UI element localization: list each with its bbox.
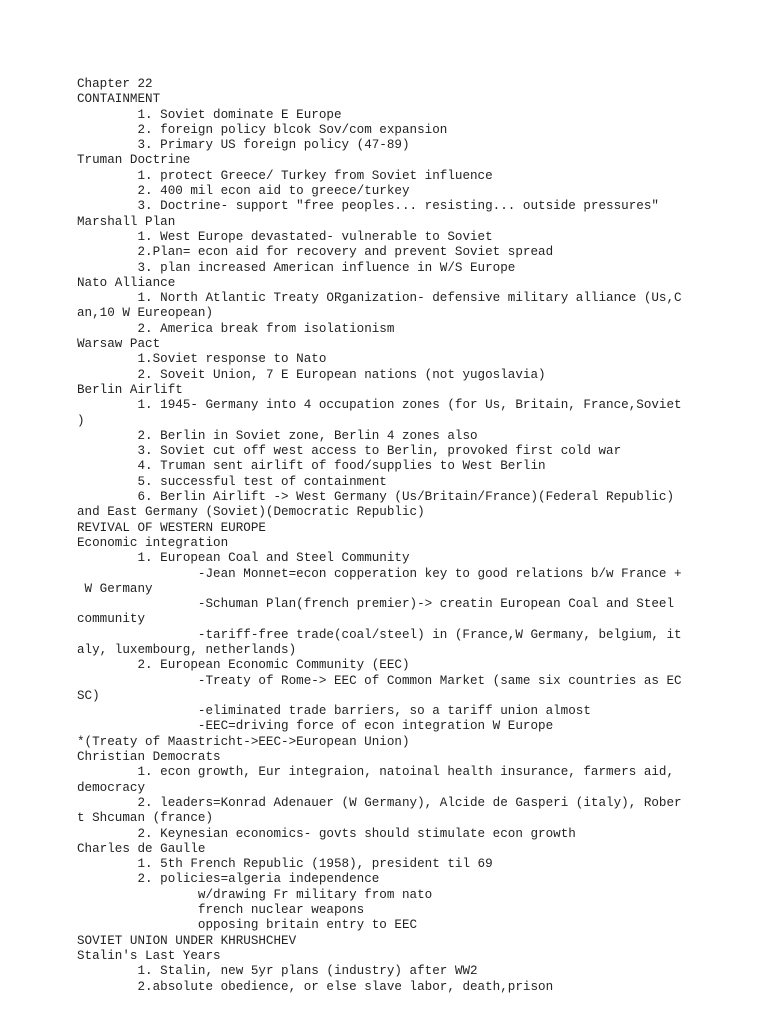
text-line: 2. leaders=Konrad Adenauer (W Germany), Alcide de Gasperi (italy), Rober	[77, 795, 682, 810]
text-line: 2. policies=algeria independence	[77, 872, 380, 887]
text-line: 6. Berlin Airlift -> West Germany (Us/Britain/France)(Federal Republic)	[77, 490, 675, 505]
text-line: 2. Soveit Union, 7 E European nations (not yugoslavia)	[77, 367, 546, 382]
text-line: 2. European Economic Community (EEC)	[77, 658, 410, 673]
text-line: SC)	[77, 688, 100, 703]
text-line: 2. foreign policy blcok Sov/com expansion	[77, 122, 448, 137]
text-line: W Germany	[77, 581, 153, 596]
text-line: 2. America break from isolationism	[77, 321, 395, 336]
text-line: democracy	[77, 780, 146, 795]
text-line: Truman Doctrine	[77, 153, 191, 168]
text-line: 1. Stalin, new 5yr plans (industry) after WW2	[77, 964, 478, 979]
text-line: 2. Keynesian economics- govts should stimulate econ growth	[77, 826, 576, 841]
text-line: 1. Soviet dominate E Europe	[77, 107, 342, 122]
text-line: Chapter 22	[77, 77, 153, 91]
text-line: opposing britain entry to EEC	[77, 918, 418, 933]
text-line: an,10 W Eureopean)	[77, 306, 214, 321]
text-line: -EEC=driving force of econ integration W Europe	[77, 719, 554, 734]
text-line: Marshall Plan	[77, 214, 176, 229]
text-line: Christian Democrats	[77, 750, 221, 765]
text-line: -tariff-free trade(coal/steel) in (France,W Germany, belgium, it	[77, 627, 682, 642]
text-line: 1. 5th French Republic (1958), president til 69	[77, 857, 493, 872]
text-line: CONTAINMENT	[77, 92, 161, 107]
text-line: community	[77, 612, 146, 627]
text-line: w/drawing Fr military from nato	[77, 887, 433, 902]
text-line: -Treaty of Rome-> EEC of Common Market (same six countries as EC	[77, 673, 682, 688]
text-line: Warsaw Pact	[77, 337, 161, 352]
text-line: Economic integration	[77, 535, 229, 550]
text-line: french nuclear weapons	[77, 903, 365, 918]
text-line: 3. Soviet cut off west access to Berlin, provoked first cold war	[77, 444, 622, 459]
text-line: -Jean Monnet=econ copperation key to good relations b/w France +	[77, 566, 682, 581]
text-line: -eliminated trade barriers, so a tariff union almost	[77, 704, 591, 719]
text-line: Berlin Airlift	[77, 382, 183, 397]
text-line: *(Treaty of Maastricht->EEC->European Union)	[77, 734, 410, 749]
text-line: 1. econ growth, Eur integraion, natoinal health insurance, farmers aid,	[77, 765, 675, 780]
text-line: 1.Soviet response to Nato	[77, 352, 327, 367]
text-line: Charles de Gaulle	[77, 841, 206, 856]
text-line: 1. North Atlantic Treaty ORganization- defensive military alliance (Us,C	[77, 291, 682, 306]
text-line: t Shcuman (france)	[77, 811, 214, 826]
text-line: Nato Alliance	[77, 275, 176, 290]
text-line: 1. European Coal and Steel Community	[77, 551, 410, 566]
text-line: 5. successful test of containment	[77, 474, 387, 489]
text-line: 2.absolute obedience, or else slave labor, death,prison	[77, 979, 554, 994]
text-line: SOVIET UNION UNDER KHRUSHCHEV	[77, 933, 297, 948]
text-line: 2. 400 mil econ aid to greece/turkey	[77, 184, 410, 199]
text-line: 3. Doctrine- support "free peoples... resisting... outside pressures"	[77, 199, 659, 214]
text-line: 2.Plan= econ aid for recovery and prevent Soviet spread	[77, 245, 554, 260]
text-line: -Schuman Plan(french premier)-> creatin European Coal and Steel	[77, 597, 675, 612]
text-line: Stalin's Last Years	[77, 948, 221, 963]
text-line: and East Germany (Soviet)(Democratic Republic)	[77, 505, 425, 520]
text-line: 2. Berlin in Soviet zone, Berlin 4 zones also	[77, 428, 478, 443]
document-page	[77, 77, 757, 995]
text-line: 3. plan increased American influence in W/S Europe	[77, 260, 516, 275]
text-line: 1. protect Greece/ Turkey from Soviet influence	[77, 168, 493, 183]
text-line: 4. Truman sent airlift of food/supplies to West Berlin	[77, 459, 546, 474]
text-line: aly, luxembourg, netherlands)	[77, 642, 297, 657]
text-line: 1. West Europe devastated- vulnerable to Soviet	[77, 229, 493, 244]
text-line: )	[77, 413, 85, 428]
text-line: 1. 1945- Germany into 4 occupation zones (for Us, Britain, France,Soviet	[77, 398, 682, 413]
text-line: REVIVAL OF WESTERN EUROPE	[77, 520, 266, 535]
text-line: 3. Primary US foreign policy (47-89)	[77, 138, 410, 153]
